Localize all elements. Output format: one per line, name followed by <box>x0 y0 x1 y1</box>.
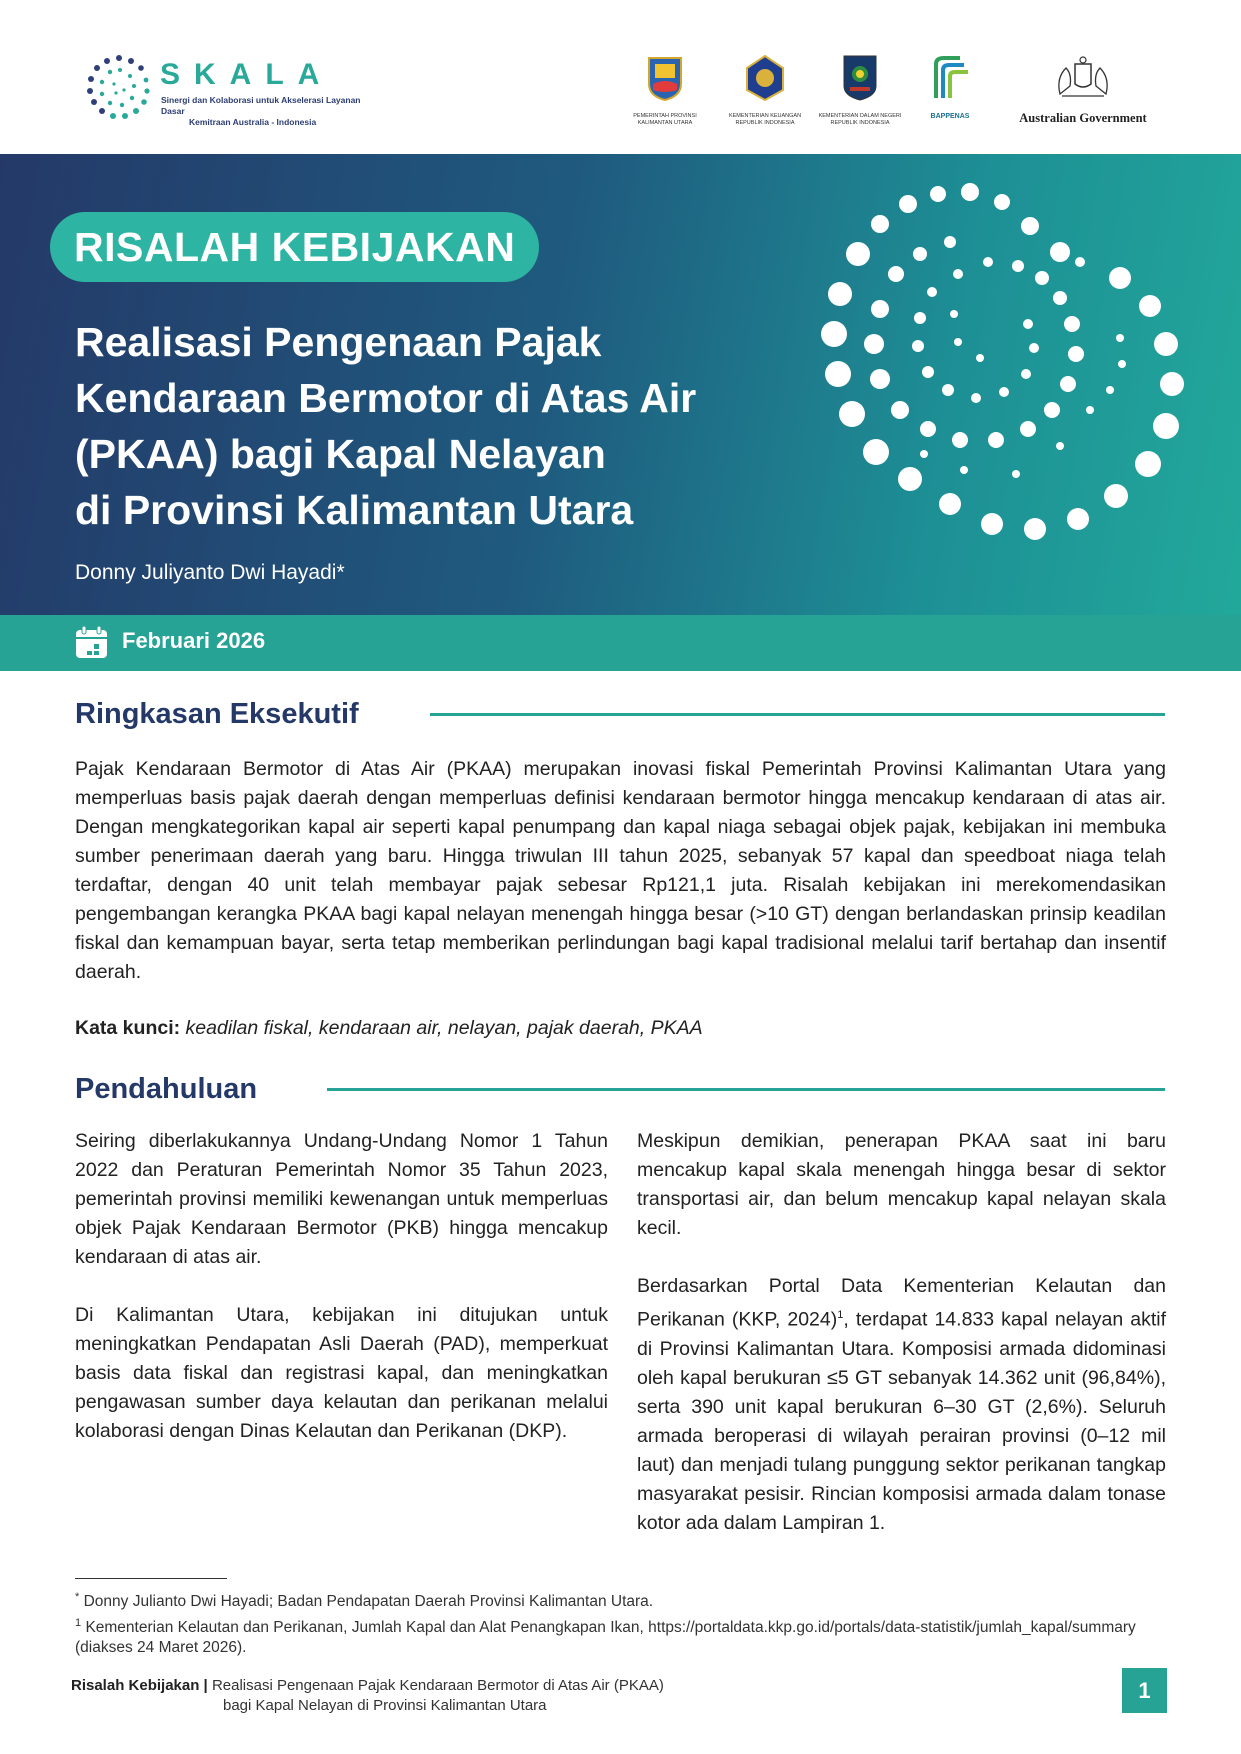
footnote-separator <box>75 1578 227 1579</box>
heading-rule <box>327 1088 1165 1091</box>
footnote-reference[interactable]: 1 <box>837 1309 844 1321</box>
section-heading-introduction: Pendahuluan <box>75 1073 258 1105</box>
decorative-dot-spiral-icon <box>820 174 1220 594</box>
intro-right-paragraph-1: Meskipun demikian, penerapan PKAA saat ini baru mencakup kapal skala menengah hingga besar di sektor transportasi air, dan belum mencakup kapal nelayan skala kecil. <box>637 1130 1166 1239</box>
author-name: Donny Juliyanto Dwi Hayadi* <box>75 561 345 584</box>
page-number: 1 <box>1122 1668 1167 1713</box>
kemenkeu-emblem-icon <box>745 54 785 102</box>
heading-rule <box>430 713 1165 716</box>
partner-kemendagri: KEMENTERIAN DALAM NEGERI REPUBLIK INDONESIA <box>815 54 905 127</box>
intro-left-paragraph-1: Seiring diberlakukannya Undang-Undang Nomor 1 Tahun 2022 dan Peraturan Pemerintah Nomor 35 Tahun 2023, pemerintah provinsi memiliki kewenangan untuk memperluas objek Pajak Kendaraan Bermotor (PKB) hingga mencakup kendaraan di atas air. <box>75 1130 608 1268</box>
keywords <box>75 1017 703 1040</box>
date-bar <box>0 615 1241 671</box>
title-banner <box>0 154 1241 615</box>
intro-right-paragraph-2: Berdasarkan Portal Data Kementerian Kelautan dan Perikanan (KKP, 2024)$^1$, terdapat 14.833 kapal nelayan aktif di Provinsi Kalimantan Utara. Komposisi armada didominasi oleh kapal berukuran ≤5 GT sebanyak 14.362 unit (96,84%), serta 390 unit kapal berukuran 6–30 GT (2,6%). Seluruh armada beroperasi di wilayah perairan provinsi (0–12 mil laut) dan menjadi tulang punggung sektor perikanan tangkap masyarakat pesisir. Rincian komposisi armada dalam tonase kotor ada dalam Lampiran 1. <box>637 1275 1166 1534</box>
logo-bar <box>0 0 1241 154</box>
footer-series: Risalah Kebijakan | <box>71 1677 208 1694</box>
partner-bappenas: BAPPENAS <box>905 54 995 120</box>
australian-coat-of-arms-icon <box>1048 54 1118 98</box>
page-footer: Risalah Kebijakan | Realisasi Pengenaan Pajak Kendaraan Bermotor di Atas Air (PKAA) bagi Kapal Nelayan di Provinsi Kalimantan Utara <box>71 1677 664 1714</box>
kemendagri-emblem-icon <box>840 54 880 102</box>
executive-summary-text: Pajak Kendaraan Bermotor di Atas Air (PKAA) merupakan inovasi fiskal Pemerintah Provinsi Kalimantan Utara yang memperluas basis pajak daerah dengan memperluas definisi kendaraan bermotor hingga mencakup kendaraan di atas air. Dengan mengkategorikan kapal air seperti kapal penumpang dan kapal niaga sebagai objek pajak, kebijakan ini membuka sumber penerimaan daerah yang baru. Hingga triwulan III tahun 2025, sebanyak 57 kapal dan speedboat niaga telah terdaftar, dengan 40 unit telah membayar pajak sebesar Rp121,1 juta. Risalah kebijakan ini merekomendasikan pengembangan kerangka PKAA bagi kapal nelayan menengah hingga besar (>10 GT) dengan berlandaskan prinsip keadilan fiskal dan kemampuan bayar, serta tetap memberikan perlindungan bagi kapal tradisional melalui tarif bertahap dan insentif daerah. <box>75 758 1166 983</box>
partner-kemenkeu: KEMENTERIAN KEUANGAN REPUBLIK INDONESIA <box>720 54 810 127</box>
keywords-list: keadilan fiskal, kendaraan air, nelayan, pajak daerah, PKAA <box>185 1017 703 1039</box>
skala-logo-icon <box>84 52 154 122</box>
document-title: Realisasi Pengenaan Pajak Kendaraan Bermotor di Atas Air (PKAA) bagi Kapal Nelayan di Provinsi Kalimantan Utara <box>75 319 697 533</box>
intro-left-paragraph-2: Di Kalimantan Utara, kebijakan ini ditujukan untuk meningkatkan Pendapatan Asli Daerah (PAD), memperkuat basis data fiskal dan registrasi kapal, dan meningkatkan pengawasan sumber daya kelautan dan perikanan melalui kolaborasi dengan Dinas Kelautan dan Perikanan (DKP). <box>75 1304 608 1442</box>
skala-tagline: Sinergi dan Kolaborasi untuk Akselerasi Layanan Dasar Kemitraan Australia - Indonesia <box>161 95 361 127</box>
calendar-icon <box>75 626 108 659</box>
publication-date: Februari 2026 <box>122 628 266 653</box>
document-type-badge: RISALAH KEBIJAKAN <box>50 212 539 282</box>
skala-wordmark: SKALA <box>160 58 334 91</box>
kaltara-emblem-icon <box>645 54 685 102</box>
partner-kaltara: PEMERINTAH PROVINSI KALIMANTAN UTARA <box>620 54 710 127</box>
partner-australian-government: Australian Government <box>1018 54 1148 126</box>
footnote-author: * Donny Julianto Dwi Hayadi; Badan Pendapatan Daerah Provinsi Kalimantan Utara. <box>75 1591 654 1611</box>
keywords-label: Kata kunci: <box>75 1017 181 1039</box>
bappenas-logo-icon <box>930 54 970 102</box>
footnote-source: $^1$ Kementerian Kelautan dan Perikanan, Jumlah Kapal dan Alat Penangkapan Ikan, https://portaldata.kkp.go.id/portals/data-statistik/jumlah_kapal/summary (diakses 24 Maret 2026). <box>75 1617 1136 1657</box>
section-heading-executive-summary: Ringkasan Eksekutif <box>75 698 359 730</box>
